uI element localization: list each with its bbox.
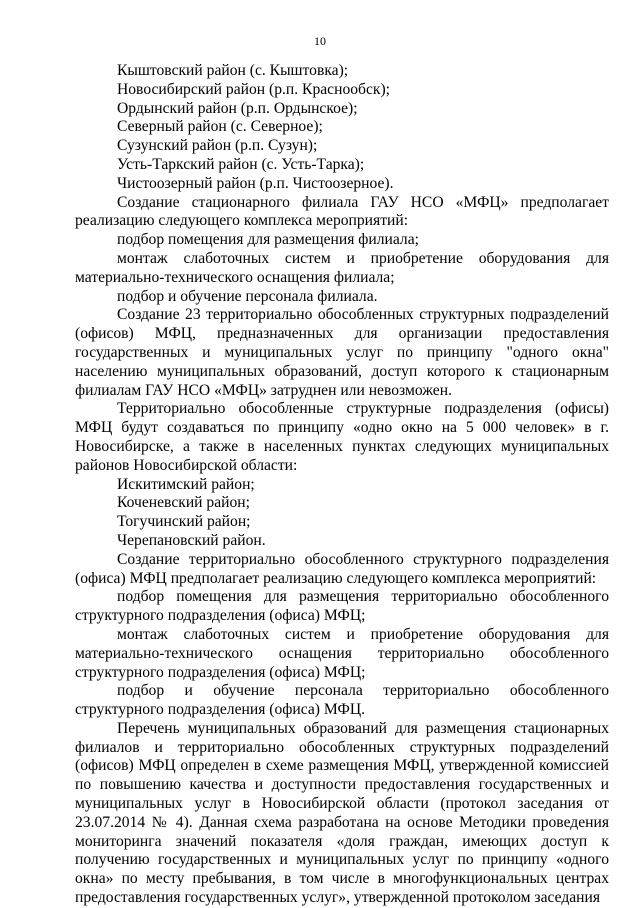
district-list-item: Северный район (с. Северное); bbox=[117, 118, 323, 136]
unit-measure-item: подбор помещения для размещения территориально обособленного структурного подразделения (офиса) МФЦ; bbox=[75, 588, 609, 625]
page-number: 10 bbox=[314, 34, 326, 48]
unit-measure-item: монтаж слаботочных систем и приобретение оборудования для материально-технического оснащения территориально обособленного структурного подразделения (офиса) МФЦ; bbox=[75, 625, 609, 681]
unit-district-list-item: Тогучинский район; bbox=[117, 513, 251, 531]
branch-measure-item: монтаж слаботочных систем и приобретение оборудования для материально-технического оснащения филиала; bbox=[75, 249, 609, 286]
branch-measure-item: подбор и обучение персонала филиала. bbox=[117, 287, 378, 305]
district-list-item: Ордынский район (р.п. Ордынское); bbox=[117, 99, 358, 117]
district-list-item: Новосибирский район (р.п. Краснообск); bbox=[117, 80, 390, 98]
unit-district-list-item: Искитимский район; bbox=[117, 475, 255, 493]
unit-measure-item: подбор и обучение персонала территориально обособленного структурного подразделения (офиса) МФЦ. bbox=[75, 682, 609, 719]
district-list-item: Усть-Таркский район (с. Усть-Тарка); bbox=[117, 155, 365, 173]
paragraph-units-principle: Территориально обособленные структурные подразделения (офисы) МФЦ будут создаваться по принципу «одно окно на 5 000 человек» в г. Новосибирске, а также в населенных пунктах следующих муниципальных районов Новосибирской области: bbox=[75, 400, 609, 474]
document-body bbox=[75, 62, 609, 908]
district-list-item: Кыштовский район (с. Кыштовка); bbox=[117, 62, 349, 79]
paragraph-list-scheme: Перечень муниципальных образований для размещения стационарных филиалов и территориально обособленных структурных подразделений (офисов) МФЦ определен в схеме размещения МФЦ, утвержденной комиссией по повышению качества и доступности предоставления государственных и муниципальных услуг в Новосибирской области (протокол заседания от 23.07.2014 № 4). Данная схема разработана на основе Методики проведения мониторинга значений показателя «доля граждан, имеющих доступ к получению государственных и муниципальных услуг по принципу «одного окна» по месту пребывания, в том числе в многофункциональных центрах предоставления государственных услуг», утвержденной протоколом заседания bbox=[75, 719, 609, 907]
district-list-item: Сузунский район (р.п. Сузун); bbox=[117, 137, 318, 155]
paragraph-23-units: Создание 23 территориально обособленных структурных подразделений (офисов) МФЦ, предназначенных для организации предоставления государственных и муниципальных услуг по принципу "одного окна" населению муниципальных образований, доступ которого к стационарным филиалам ГАУ НСО «МФЦ» затруднен или невозможен. bbox=[75, 306, 609, 399]
branch-measure-item: подбор помещения для размещения филиала; bbox=[117, 231, 419, 249]
unit-district-list-item: Черепановский район. bbox=[117, 531, 266, 549]
paragraph-unit-creation: Создание территориально обособленного структурного подразделения (офиса) МФЦ предполагает реализацию следующего комплекса мероприятий: bbox=[75, 550, 609, 587]
unit-district-list-item: Коченевский район; bbox=[117, 494, 250, 512]
paragraph-branch-creation: Создание стационарного филиала ГАУ НСО «МФЦ» предполагает реализацию следующего комплекса мероприятий: bbox=[75, 193, 609, 230]
district-list-item: Чистоозерный район (р.п. Чистоозерное). bbox=[117, 174, 394, 192]
